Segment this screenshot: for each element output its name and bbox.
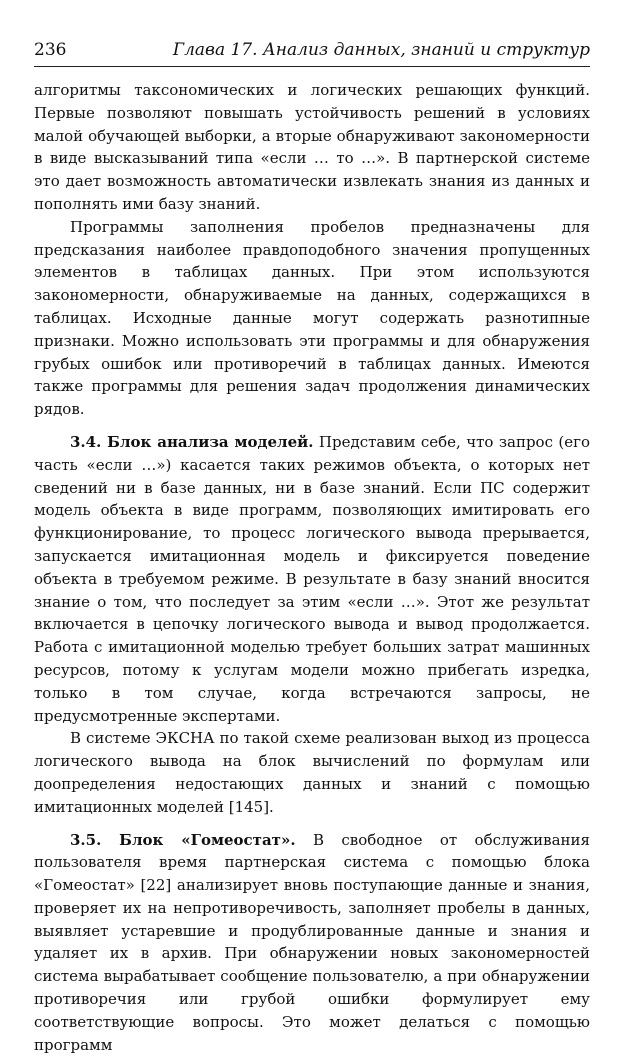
- section-3-4-text: Представим себе, что запрос (его часть «если …») касается таких режимов объекта, о которых нет сведений ни в базе данных, ни в базе знаний. Если ПС содержит модель объекта в виде программ, позволяющих имитировать его функционирование, то процесс логического вывода прерывается, запускается имитационная модель и фиксируется поведение объекта в требуемом режиме. В результате в базу знаний вносится знание о том, что последует за этим «если …». Этот же результат включается в цепочку логического вывода и вывод продолжается. Работа с имитационной моделью требует больших затрат машинных ресурсов, потому к услугам модели можно прибегать изредка, только в том случае, когда встречаются запросы, не предусмотренные экспертами.: [34, 433, 590, 725]
- section-3-4-paragraph: [34, 431, 590, 727]
- paragraph-gap-filling: Программы заполнения пробелов предназначены для предсказания наиболее правдоподобного значения пропущенных элементов в таблицах данных. При этом используются закономерности, обнаруживаемые на данных, содержащихся в таблицах. Исходные данные могут содержать разнотипные признаки. Можно использовать эти программы и для обнаружения грубых ошибок или противоречий в таблицах данных. Имеются также программы для решения задач продолжения динамических рядов.: [34, 216, 590, 421]
- book-page: [34, 40, 590, 1056]
- section-3-4-paragraph-2: В системе ЭКСНА по такой схеме реализован выход из процесса логического вывода на блок вычислений по формулам или доопределения недостающих данных и знаний с помощью имитационных моделей [145].: [34, 727, 590, 818]
- section-3-5: [34, 829, 590, 1056]
- section-3-4: [34, 431, 590, 819]
- section-3-5-heading: 3.5. Блок «Гомеостат».: [70, 831, 296, 849]
- chapter-title: Глава 17. Анализ данных, знаний и структур: [173, 40, 590, 60]
- page-number: 236: [34, 40, 66, 60]
- section-3-4-heading: 3.4. Блок анализа моделей.: [70, 433, 314, 451]
- running-header: [34, 40, 590, 67]
- body-text: [34, 79, 590, 1056]
- section-3-5-text: В свободное от обслуживания пользователя время партнерская система с помощью блока «Гомеостат» [22] анализирует вновь поступающие данные и знания, проверяет их на непротиворечивость, заполняет пробелы в данных, выявляет устаревшие и продублированные данные и знания и удаляет их в архив. При обнаружении новых закономерностей система вырабатывает сообщение пользователю, а при обнаружении противоречия или грубой ошибки формулирует ему соответствующие вопросы. Это может делаться с помощью программ: [34, 831, 590, 1054]
- paragraph-continued: алгоритмы таксономических и логических решающих функций. Первые позволяют повышать устойчивость решений в условиях малой обучающей выборки, а вторые обнаруживают закономерности в виде высказываний типа «если … то …». В партнерской системе это дает возможность автоматически извлекать знания из данных и пополнять ими базу знаний.: [34, 79, 590, 216]
- section-3-5-paragraph: [34, 829, 590, 1056]
